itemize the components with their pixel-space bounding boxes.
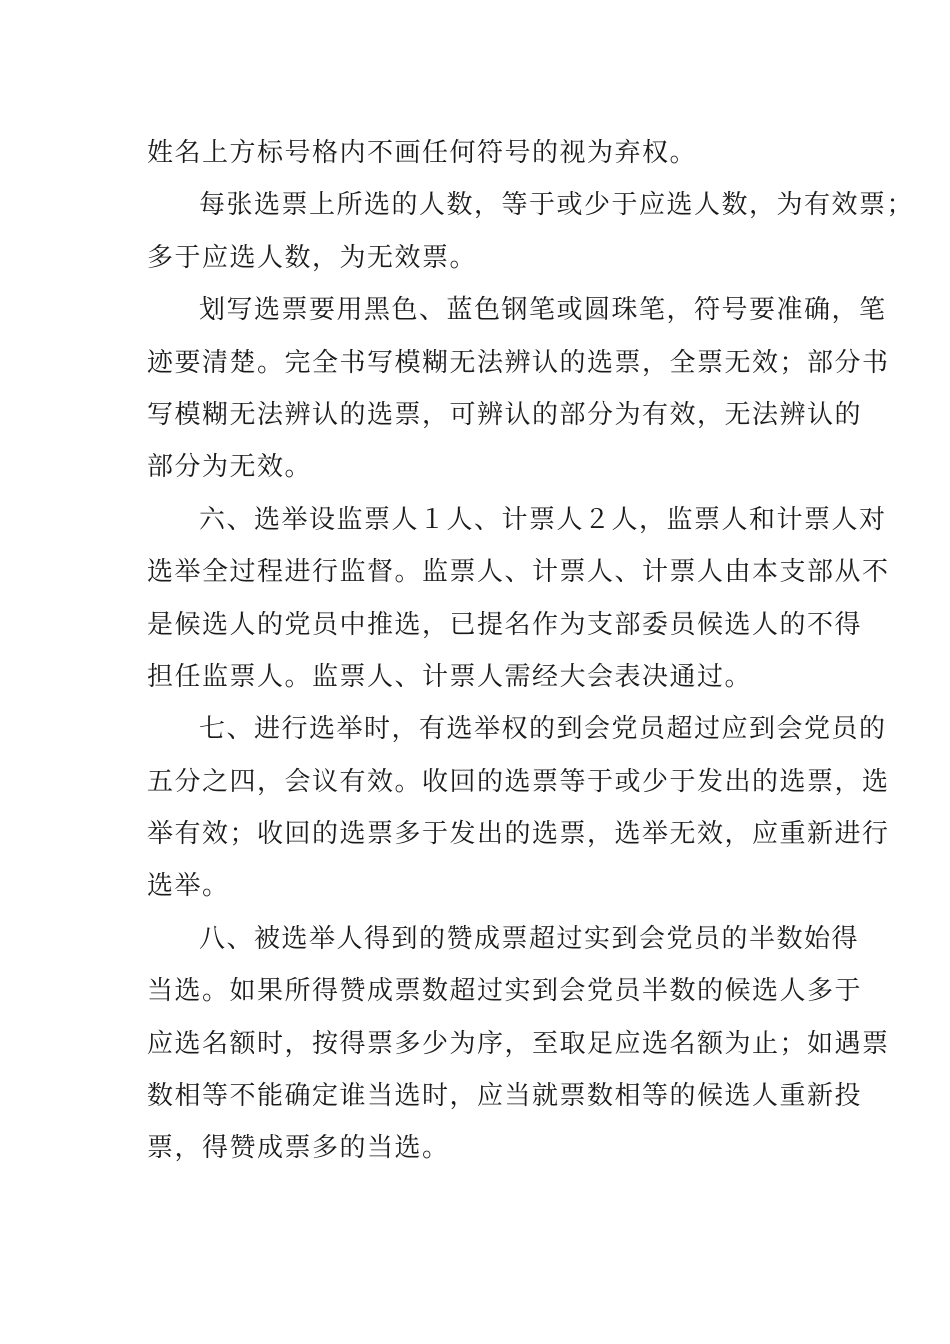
text-line: 每张选票上所选的人数，等于或少于应选人数，为有效票； — [199, 190, 915, 221]
text-line: 当选。如果所得赞成票数超过实到会党员半数的候选人多于 — [147, 976, 863, 1007]
text-line: 选举全过程进行监督。监票人、计票人、计票人由本支部从不 — [147, 557, 890, 588]
text-line: 写模糊无法辨认的选票，可辨认的部分为有效，无法辨认的 — [147, 399, 863, 430]
text-line: 五分之四，会议有效。收回的选票等于或少于发出的选票，选 — [147, 766, 890, 797]
text-line: 担任监票人。监票人、计票人需经大会表决通过。 — [147, 661, 753, 692]
text-line: 票，得赞成票多的当选。 — [147, 1133, 450, 1164]
text-line: 部分为无效。 — [147, 452, 313, 483]
text-line: 数相等不能确定谁当选时，应当就票数相等的候选人重新投 — [147, 1081, 863, 1112]
text-line: 六、选举设监票人１人、计票人２人，监票人和计票人对 — [199, 504, 887, 535]
document-body — [147, 127, 915, 1175]
text-line: 是候选人的党员中推选，已提名作为支部委员候选人的不得 — [147, 609, 863, 640]
text-line: 迹要清楚。完全书写模糊无法辨认的选票，全票无效；部分书 — [147, 347, 890, 378]
text-line: 多于应选人数，为无效票。 — [147, 242, 478, 273]
text-line: 选举。 — [147, 871, 230, 902]
text-line: 七、进行选举时，有选举权的到会党员超过应到会党员的 — [199, 714, 887, 745]
text-line: 八、被选举人得到的赞成票超过实到会党员的半数始得 — [199, 923, 860, 954]
text-line: 举有效；收回的选票多于发出的选票，选举无效，应重新进行 — [147, 819, 890, 850]
text-line: 姓名上方标号格内不画任何符号的视为弃权。 — [147, 138, 698, 168]
text-line: 应选名额时，按得票多少为序，至取足应选名额为止；如遇票 — [147, 1028, 890, 1059]
text-line: 划写选票要用黑色、蓝色钢笔或圆珠笔，符号要准确，笔 — [199, 295, 887, 326]
